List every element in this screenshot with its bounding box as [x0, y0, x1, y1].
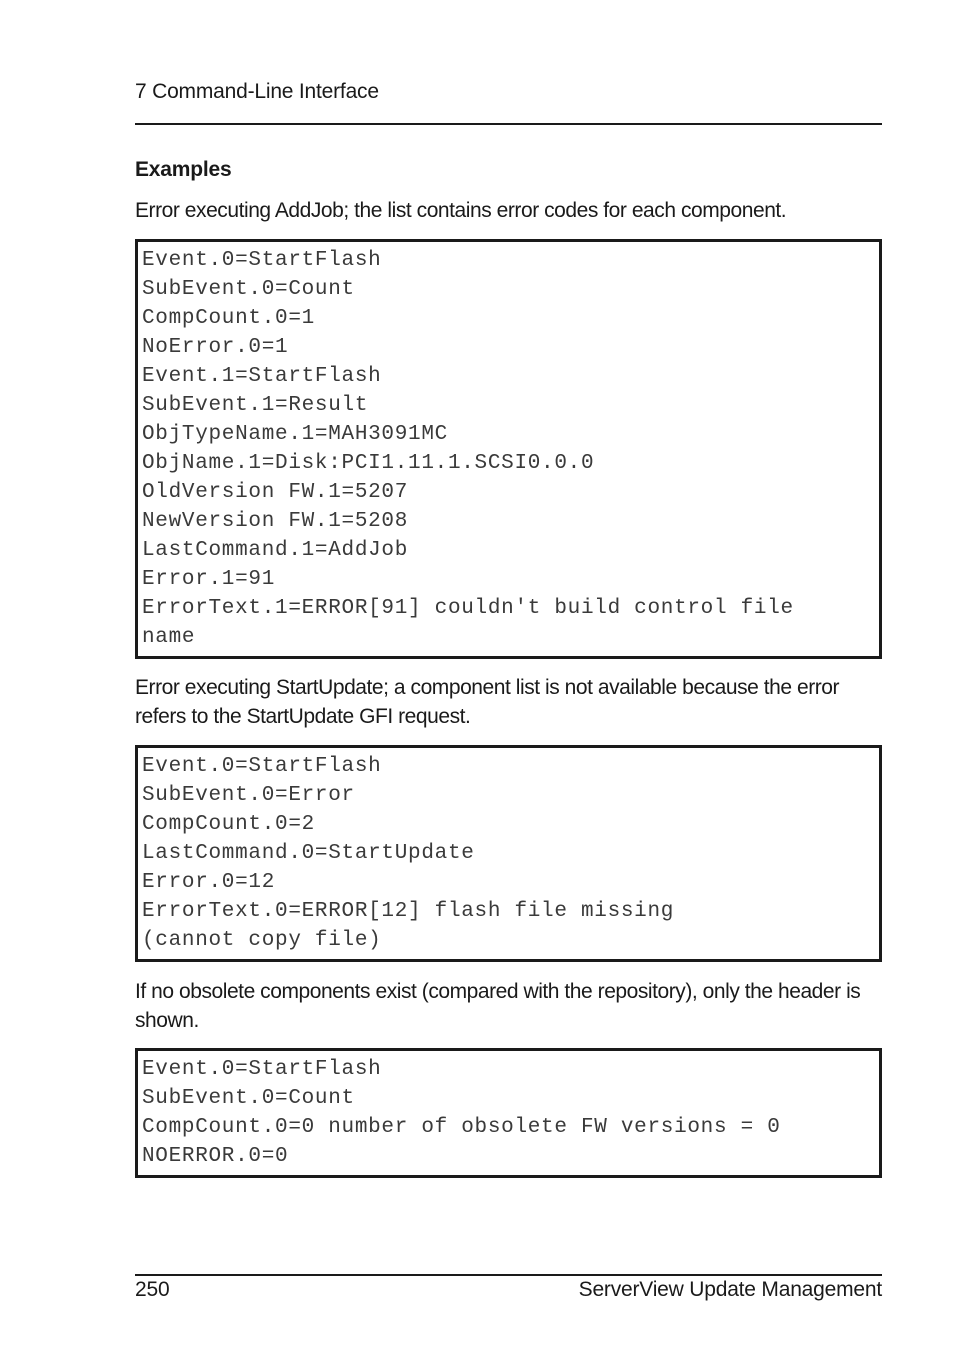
header-divider [135, 123, 882, 125]
code-line: SubEvent.0=Count [142, 1087, 355, 1110]
code-line: SubEvent.0=Error [142, 784, 355, 807]
example-2-description: Error executing StartUpdate; a component list is not available because the error refers to the StartUpdate GFI request. [135, 676, 840, 728]
example-2-code-block [135, 745, 882, 962]
code-line: SubEvent.0=Count [142, 278, 355, 301]
code-line: CompCount.0=0 number of obsolete FW versions = 0 [142, 1116, 781, 1139]
code-line: NOERROR.0=0 [142, 1145, 289, 1168]
code-line: (cannot copy file) [142, 929, 382, 952]
code-line: OldVersion FW.1=5207 [142, 481, 409, 504]
code-line: ObjName.1=Disk:PCI1.11.1.SCSI0.0.0 [142, 452, 595, 475]
code-line: Event.0=StartFlash [142, 1058, 382, 1081]
code-line: Event.0=StartFlash [142, 249, 382, 272]
code-line: CompCount.0=1 [142, 307, 315, 330]
code-line: NoError.0=1 [142, 336, 289, 359]
page-number: 250 [135, 1278, 170, 1301]
code-line: ErrorText.1=ERROR[91] couldn't build control file [142, 597, 794, 620]
code-line: Event.0=StartFlash [142, 755, 382, 778]
code-line: Error.1=91 [142, 568, 276, 591]
code-line: name [142, 626, 196, 649]
code-line: LastCommand.1=AddJob [142, 539, 409, 562]
code-line: ErrorText.0=ERROR[12] flash file missing [142, 900, 675, 923]
example-1-description: Error executing AddJob; the list contains error codes for each component. [135, 199, 787, 222]
document-title: ServerView Update Management [578, 1278, 882, 1301]
code-line: Event.1=StartFlash [142, 365, 382, 388]
code-line: Error.0=12 [142, 871, 276, 894]
code-line: CompCount.0=2 [142, 813, 315, 836]
example-3-code-block [135, 1048, 882, 1178]
code-line: SubEvent.1=Result [142, 394, 369, 417]
example-1-code-block [135, 239, 882, 659]
code-line: ObjTypeName.1=MAH3091MC [142, 423, 448, 446]
section-title: Examples [135, 158, 232, 181]
code-line: LastCommand.0=StartUpdate [142, 842, 475, 865]
example-3-description: If no obsolete components exist (compared with the repository), only the header is shown. [135, 980, 861, 1032]
chapter-header: 7 Command-Line Interface [135, 80, 379, 103]
code-line: NewVersion FW.1=5208 [142, 510, 409, 533]
